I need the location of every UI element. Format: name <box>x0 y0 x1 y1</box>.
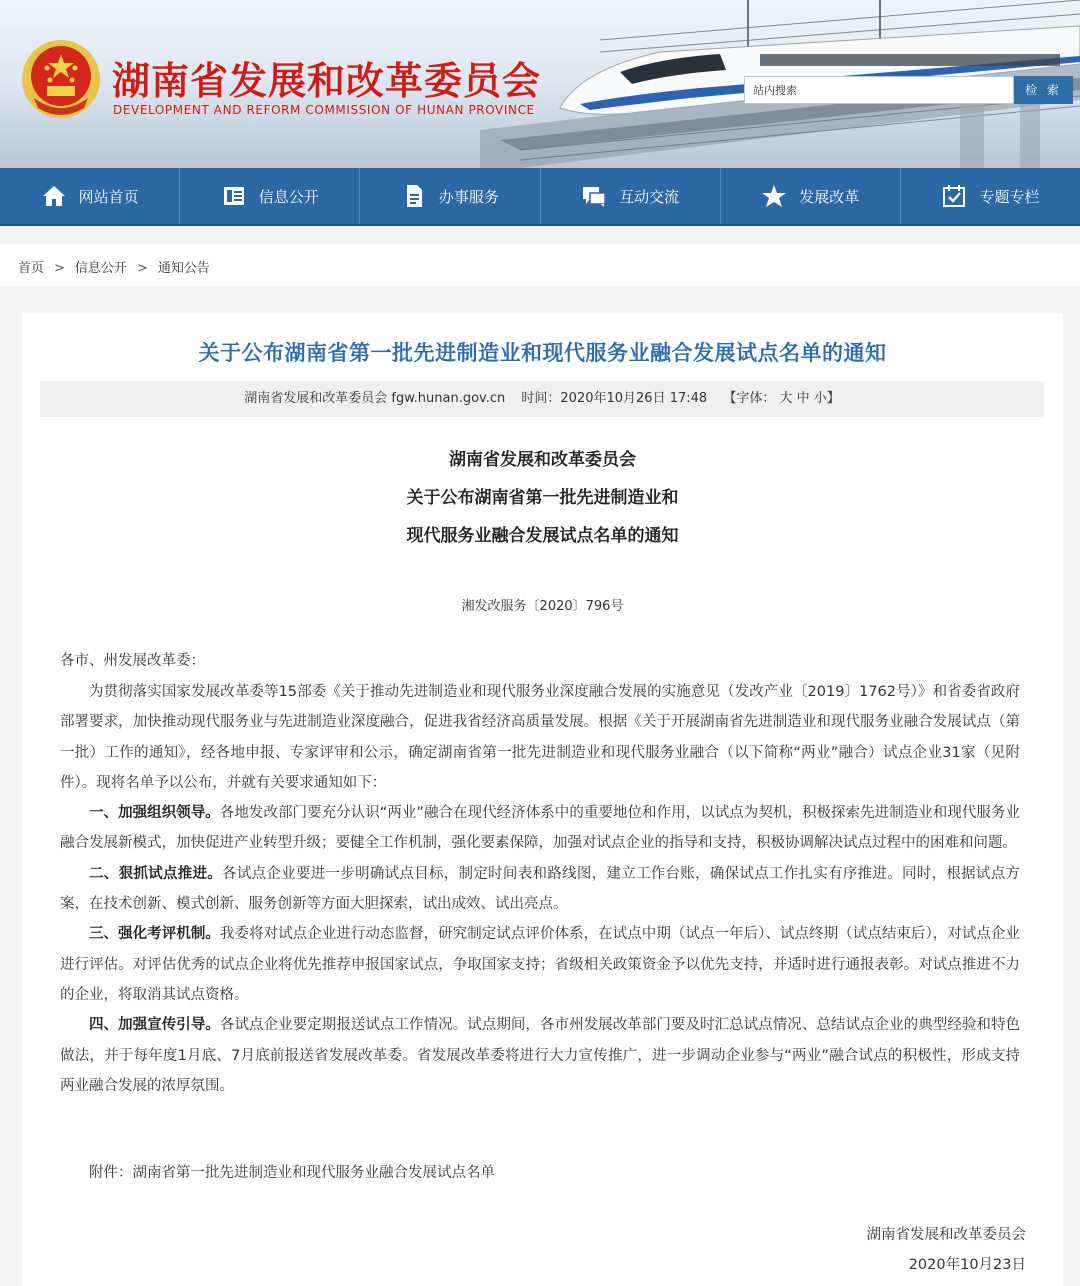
nav-item-label: 办事服务 <box>438 187 499 206</box>
breadcrumb-separator: > <box>54 261 65 276</box>
point-text: 各地发改部门要充分认识“两业”融合在现代经济体系中的重要地位和作用，以试点为契机，积极探索先进制造业和现代服务业融合发展新模式，加快促进产业转型升级；要健全工作机制，强化要素保障，加强对试点企业的指导和支持，积极协调解决试点过程中的困难和问题。 <box>60 805 1020 852</box>
site-subtitle: DEVELOPMENT AND REFORM COMMISSION OF HUNAN PROVINCE <box>113 103 535 117</box>
salutation: 各市、州发展改革委： <box>60 653 205 669</box>
doc-heading-line: 现代服务业融合发展试点名单的通知 <box>406 526 679 546</box>
search-input[interactable]: 站内搜索 <box>744 76 1014 104</box>
star-icon <box>761 183 787 209</box>
font-size-switcher[interactable]: 【字体： 大 中 小】 <box>723 391 840 406</box>
nav-item-interaction[interactable] <box>541 168 721 224</box>
site-title: 湖南省发展和改革委员会 <box>112 59 542 103</box>
article-body <box>60 677 1020 1101</box>
point-lead: 三、强化考评机制。 <box>89 926 220 943</box>
point-text: 我委将对试点企业进行动态监督，研究制定试点评价体系，在试点中期（试点一年后）、试点终期（试点结束后），对试点企业进行评估。对评估优秀的试点企业将优先推荐申报国家试点，争取国家支持；省级相关政策资金予以优先支持，并适时进行通报表彰。对试点推进不力的企业，将取消其试点资格。 <box>60 926 1020 1003</box>
chat-icon <box>581 183 607 209</box>
point-paragraph <box>60 859 1020 920</box>
point-paragraph <box>60 798 1020 859</box>
point-paragraph <box>60 919 1020 1010</box>
article-meta <box>40 381 1044 417</box>
article-title: 关于公布湖南省第一批先进制造业和现代服务业融合发展试点名单的通知 <box>198 341 887 365</box>
national-emblem-icon <box>20 38 102 120</box>
nav-item-label: 信息公开 <box>258 187 319 206</box>
point-text: 各试点企业要定期报送试点工作情况。试点期间，各市州发展改革部门要及时汇总试点情况、总结试点企业的典型经验和特色做法，并于每年度1月底、7月底前报送省发展改革委。省发展改革委将进行大力宣传推广，进一步调动企业参与“两业”融合试点的积极性，形成支持两业融合发展的浓厚氛围。 <box>60 1017 1021 1094</box>
nav-item-services[interactable] <box>360 168 540 224</box>
article-source: 湖南省发展和改革委员会 fgw.hunan.gov.cn <box>244 391 506 406</box>
search-button[interactable]: 检 索 <box>1014 76 1073 104</box>
nav-item-development-reform[interactable] <box>721 168 901 224</box>
breadcrumb-info-disclosure[interactable]: 信息公开 <box>74 261 127 276</box>
doc-heading-line: 关于公布湖南省第一批先进制造业和 <box>406 488 679 508</box>
info-icon <box>221 183 247 209</box>
article-time: 时间：2020年10月26日 17:48 <box>521 391 708 406</box>
nav-item-info-disclosure[interactable] <box>180 168 360 224</box>
breadcrumb <box>0 244 1080 286</box>
breadcrumb-home[interactable]: 首页 <box>18 261 45 276</box>
breadcrumb-notices[interactable]: 通知公告 <box>157 261 210 276</box>
nav-item-home[interactable] <box>0 168 180 224</box>
document-number: 湘发改服务〔2020〕796号 <box>461 599 624 614</box>
nav-item-label: 发展改革 <box>799 187 860 206</box>
nav-item-label: 专题专栏 <box>979 187 1040 206</box>
point-lead: 四、加强宣传引导。 <box>89 1017 220 1034</box>
point-text: 各试点企业要进一步明确试点目标，制定时间表和路线图，建立工作台账，确保试点工作扎实有序推进。同时，根据试点方案，在技术创新、模式创新、服务创新等方面大胆探索，试出成效、试出亮点。 <box>60 865 1021 913</box>
article-panel <box>22 313 1063 1286</box>
intro-paragraph: 为贯彻落实国家发展改革委等15部委《关于推动先进制造业和现代服务业深度融合发展的实施意见（发改产业〔2019〕1762号）》和省委省政府部署要求，加快推动现代服务业与先进制造业深度融合，促进我省经济高质量发展。根据《关于开展湖南省先进制造业和现代服务业融合发展试点（第一批）工作的通知》，经各地申报、专家评审和公示，确定湖南省第一批先进制造业和现代服务业融合（以下简称“两业”融合）试点企业31家（见附件）。现将名单予以公布，并就有关要求通知如下： <box>60 684 1020 791</box>
breadcrumb-separator: > <box>136 261 148 276</box>
home-icon <box>41 183 67 209</box>
nav-item-label: 网站首页 <box>78 187 139 206</box>
document-icon <box>401 183 427 209</box>
attachment-link[interactable]: 附件：湖南省第一批先进制造业和现代服务业融合发展试点名单 <box>89 1165 495 1181</box>
main-nav <box>0 168 1080 226</box>
point-lead: 二、狠抓试点推进。 <box>89 865 223 882</box>
signature-date: 2020年10月23日 <box>908 1257 1026 1273</box>
signature-organization: 湖南省发展和改革委员会 <box>866 1227 1026 1243</box>
calendar-check-icon <box>941 183 967 209</box>
nav-item-special-topics[interactable] <box>901 168 1080 224</box>
point-lead: 一、加强组织领导。 <box>89 805 220 822</box>
point-paragraph <box>60 1010 1020 1101</box>
nav-item-label: 互动交流 <box>619 187 680 206</box>
doc-heading-line: 湖南省发展和改革委员会 <box>449 450 636 470</box>
header-banner <box>0 0 1080 168</box>
